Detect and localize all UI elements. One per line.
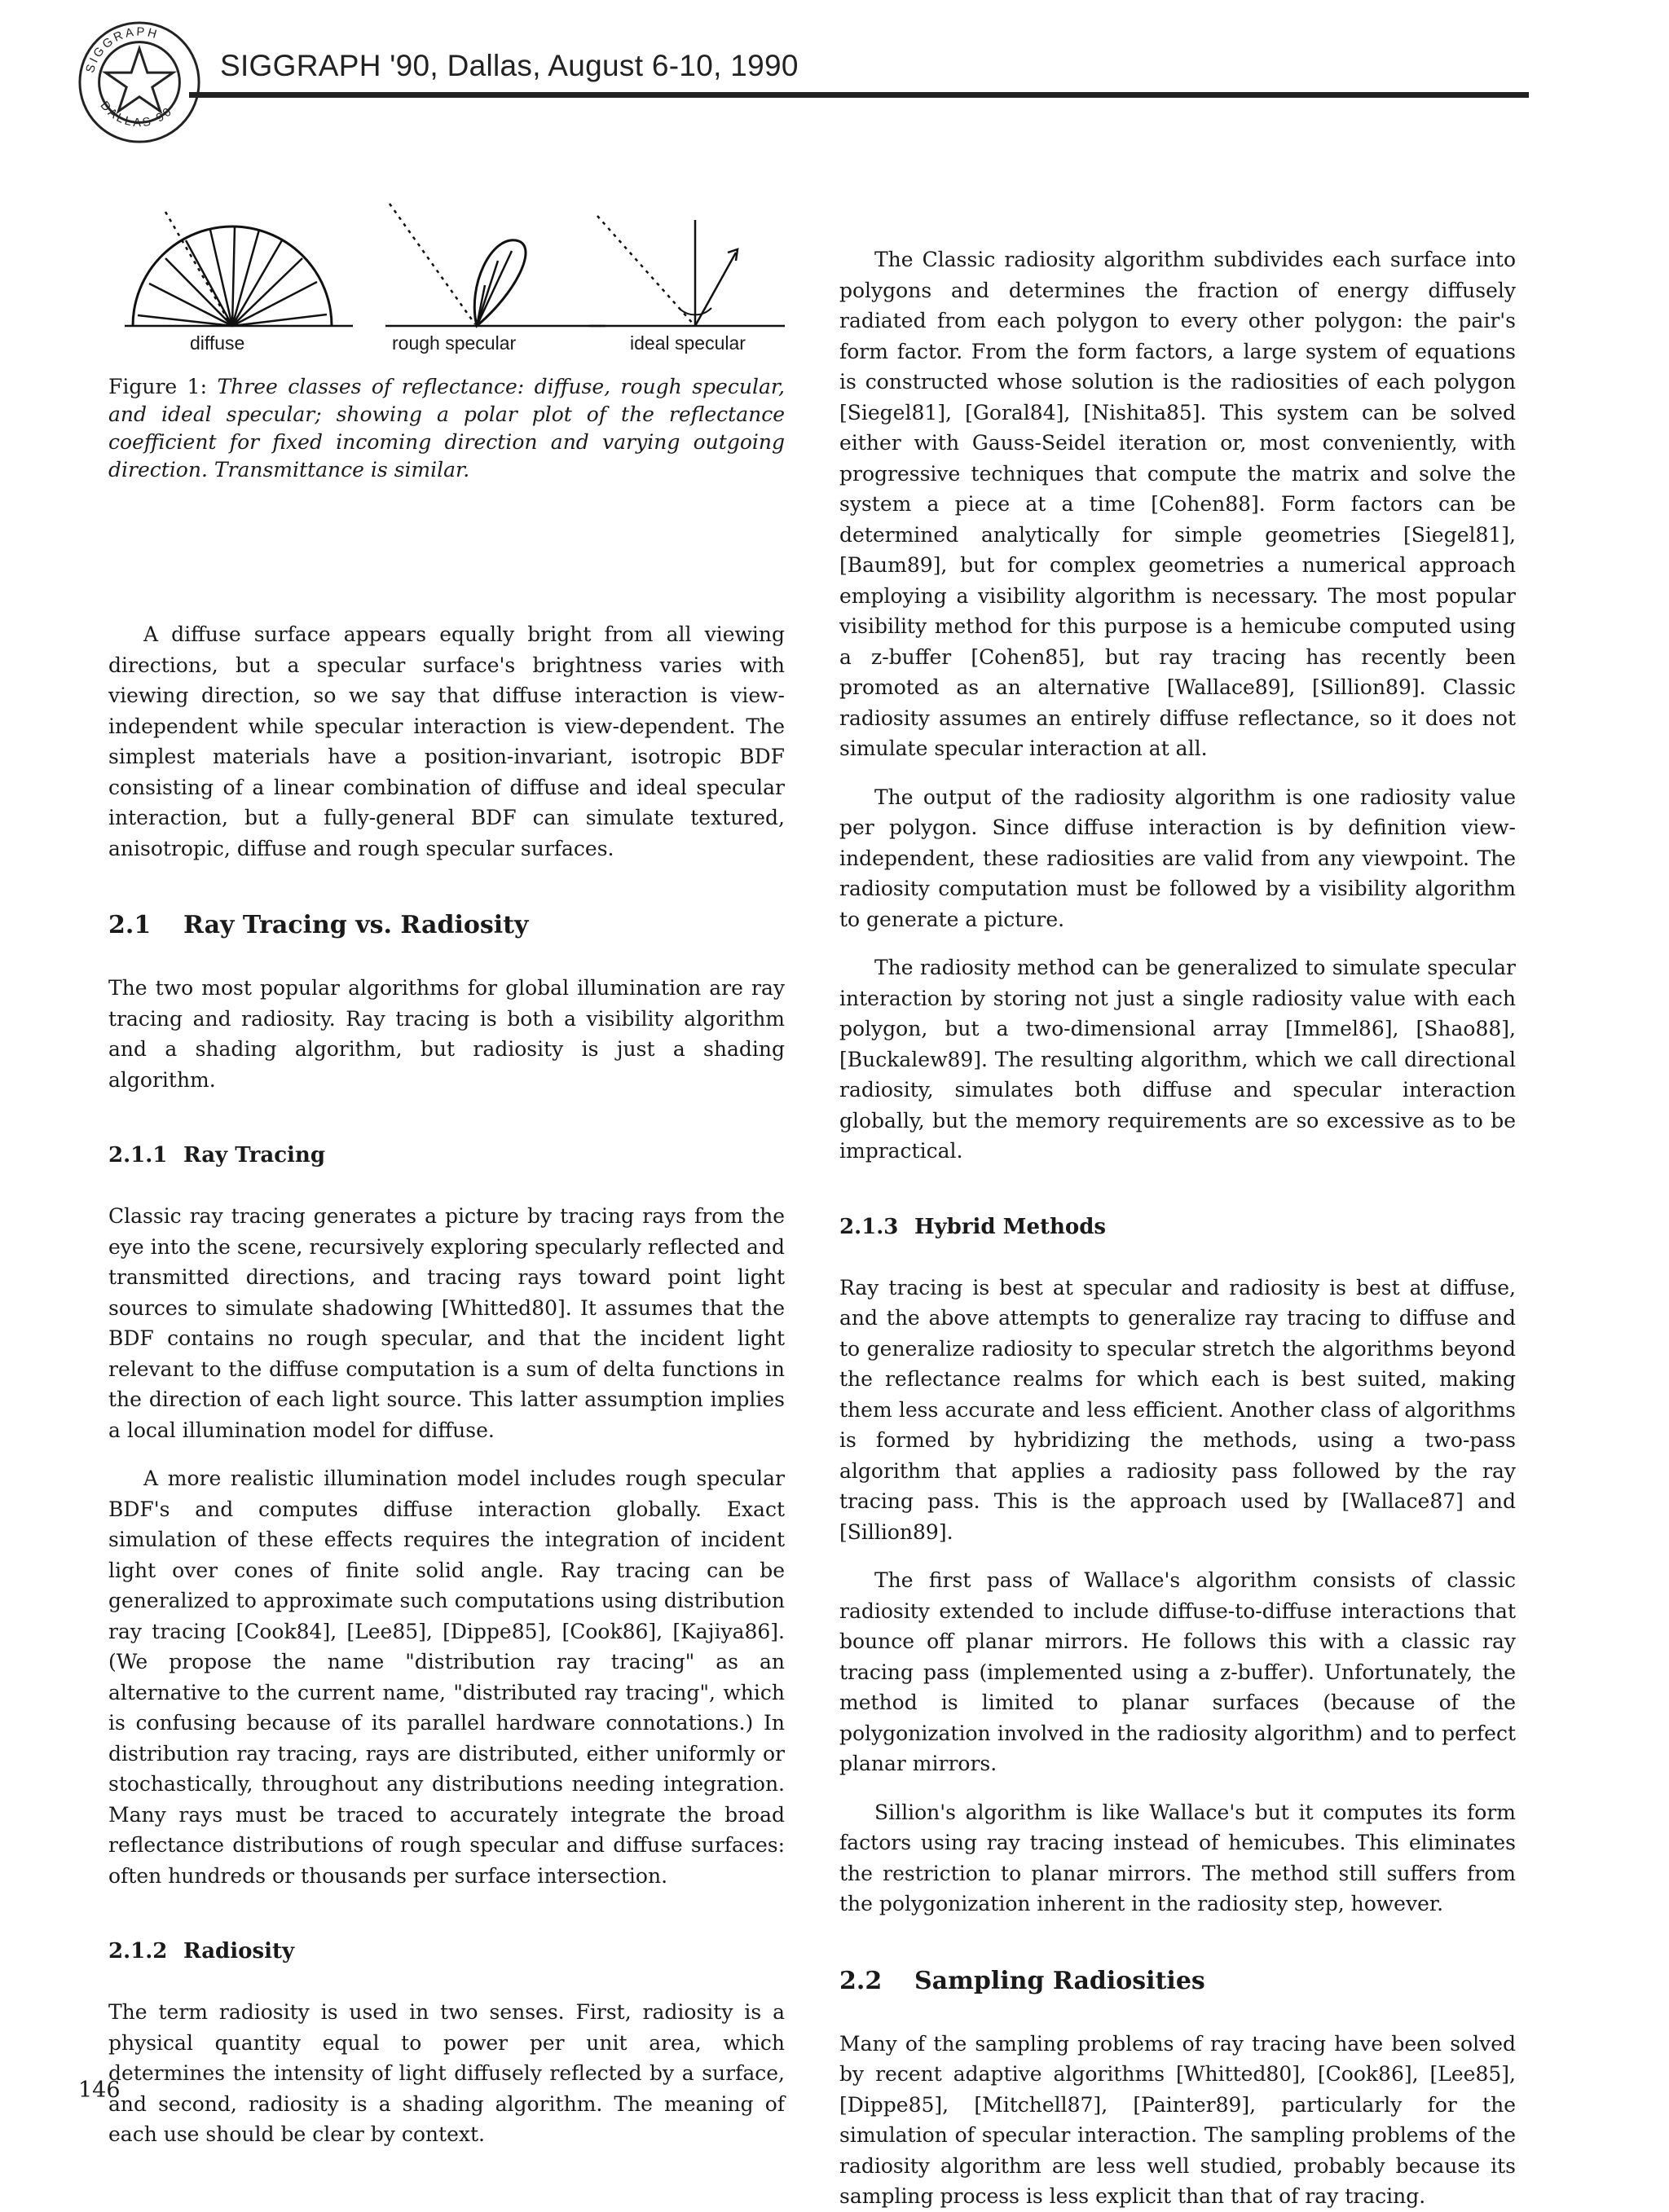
- section-heading-2-1-1: [108, 1141, 785, 1170]
- section-number: 2.1: [108, 911, 152, 939]
- left-column: [108, 619, 785, 2150]
- header-rule: [189, 92, 1529, 98]
- diffuse-diagram: [125, 212, 353, 326]
- figure-label-ideal-specular: ideal specular: [630, 332, 746, 354]
- section-number: 2.1.3: [839, 1214, 899, 1239]
- caption-text: Three classes of reflectance: diffuse, rough specular, and ideal specular; showing a polar plot of the reflectance coefficient for fixed incoming direction and varying outgoing direction. Transmittance is similar.: [108, 375, 785, 482]
- left-paragraph-5: The term radiosity is used in two senses. First, radiosity is a physical quantity equal to power per unit area, which determines the intensity of light diffusely reflected by a surface, and second, radiosity is a shading algorithm. The meaning of each use should be clear by context.: [108, 2000, 785, 2146]
- section-title: Sampling Radiosities: [914, 1966, 1205, 1995]
- right-paragraph-1: The Classic radiosity algorithm subdivides each surface into polygons and determines the fraction of energy diffusely radiated from each polygon to every other polygon: the pair's form factor. From the form factors, a large system of equations is constructed whose solution is the radiosities of each polygon [Siegel81], [Goral84], [Nishita85]. This system can be solved either with Gauss-Seidel iteration or, most conveniently, with progressive techniques that compute the matrix and solve the system a piece at a time [Cohen88]. Form factors can be determined analytically for simple geometries [Siegel81], [Baum89], but for complex geometries a numerical approach employing a visibility algorithm is necessary. The most popular visibility method for this purpose is a hemicube computed using a z-buffer [Cohen85], but ray tracing has recently been promoted as an alternative [Wallace89], [Sillion89]. Classic radiosity assumes an entirely diffuse reflectance, so it does not simulate specular interaction at all.: [839, 248, 1516, 760]
- siggraph-logo: [75, 18, 204, 147]
- section-title: Hybrid Methods: [914, 1214, 1107, 1239]
- figure-label-rough-specular: rough specular: [392, 332, 517, 354]
- section-title: Radiosity: [183, 1939, 295, 1964]
- svg-text:SIGGRAPH: [84, 25, 161, 74]
- svg-text:DALLAS 90: [98, 99, 176, 130]
- header-title: SIGGRAPH '90, Dallas, August 6-10, 1990: [220, 49, 799, 82]
- section-title: Ray Tracing vs. Radiosity: [183, 911, 529, 939]
- caption-label: Figure 1:: [108, 375, 207, 398]
- page-number: 146: [78, 2078, 121, 2103]
- right-paragraph-4: Ray tracing is best at specular and radiosity is best at diffuse, and the above attempts to generalize ray tracing to diffuse and to generalize radiosity to specular stretch the algorithms beyond the reflectance realms for which each is best suited, making them less accurate and less efficient. Another class of algorithms is formed by hybridizing the methods, using a two-pass algorithm that applies a radiosity pass followed by the ray tracing pass. This is the approach used by [Wallace87] and [Sillion89].: [839, 1275, 1516, 1544]
- section-number: 2.1.2: [108, 1939, 168, 1964]
- section-heading-2-1: [108, 909, 785, 942]
- right-paragraph-2: The output of the radiosity algorithm is one radiosity value per polygon. Since diffuse interaction is by definition view-independent, these radiosities are valid from any viewpoint. The radiosity computation must be followed by a visibility algorithm to generate a picture.: [839, 785, 1516, 931]
- right-paragraph-3: The radiosity method can be generalized to simulate specular interaction by storing not just a single radiosity value with each polygon, but a two-dimensional array [Immel86], [Shao88], [Buckalew89]. The resulting algorithm, which we call directional radiosity, simulates both diffuse and specular interaction globally, but the memory requirements are so excessive as to be impractical.: [839, 956, 1516, 1163]
- section-number: 2.2: [839, 1966, 883, 1995]
- section-heading-2-2: [839, 1965, 1516, 1998]
- right-column: [839, 244, 1516, 2212]
- ideal-specular-diagram: [589, 216, 785, 326]
- rough-specular-diagram: [385, 204, 606, 326]
- section-heading-2-1-3: [839, 1212, 1516, 1242]
- logo-bottom-text: DALLAS 90: [97, 99, 176, 130]
- logo-top-text: SIGGRAPH: [83, 25, 161, 75]
- section-heading-2-1-2: [108, 1937, 785, 1966]
- section-number: 2.1.1: [108, 1143, 168, 1168]
- figure-1: [108, 196, 785, 505]
- left-paragraph-4: A more realistic illumination model includes rough specular BDF's and computes diffuse interaction globally. Exact simulation of these effects requires the integration of incident light over cones of finite solid angle. Ray tracing can be generalized to approximate such computations using distribution ray tracing [Cook84], [Lee85], [Dippe85], [Cook86], [Kajiya86]. (We propose the name "distribution ray tracing" as an alternative to the current name, "distributed ray tracing", which is confusing because of its parallel hardware connotations.) In distribution ray tracing, rays are distributed, either uniformly or stochastically, throughout any distributions needing integration. Many rays must be traced to accurately integrate the broad reflectance distributions of rough specular and diffuse surfaces: often hundreds or thousands per surface intersection.: [108, 1467, 785, 1888]
- left-paragraph-2: The two most popular algorithms for global illumination are ray tracing and radiosity. Ray tracing is both a visibility algorithm and a shading algorithm, but radiosity is just a shading algorithm.: [108, 976, 785, 1092]
- figure-label-diffuse: diffuse: [190, 332, 245, 354]
- section-title: Ray Tracing: [183, 1143, 326, 1168]
- right-paragraph-7: Many of the sampling problems of ray tracing have been solved by recent adaptive algorithms [Whitted80], [Cook86], [Lee85], [Dippe85], [Mitchell87], [Painter89], particularly for the simulation of specular interaction. The sampling problems of the radiosity algorithm are less well studied, probably because its sampling process is less explicit than that of ray tracing.: [839, 2031, 1516, 2208]
- left-paragraph-3: Classic ray tracing generates a picture by tracing rays from the eye into the scene, recursively exploring specularly reflected and transmitted directions, and tracing rays toward point light sources to simulate shadowing [Whitted80]. It assumes that the BDF contains no rough specular, and that the incident light relevant to the diffuse computation is a sum of delta functions in the direction of each light source. This latter assumption implies a local illumination model for diffuse.: [108, 1204, 785, 1442]
- right-paragraph-6: Sillion's algorithm is like Wallace's but it computes its form factors using ray tracing instead of hemicubes. This eliminates the restriction to planar mirrors. The method still suffers from the polygonization inherent in the radiosity step, however.: [839, 1800, 1516, 1915]
- left-paragraph-1: A diffuse surface appears equally bright from all viewing directions, but a specular surface's brightness varies with viewing direction, so we say that diffuse interaction is view-independent while specular interaction is view-dependent. The simplest materials have a position-invariant, isotropic BDF consisting of a linear combination of diffuse and ideal specular interaction, but a fully-general BDF can simulate textured, anisotropic, diffuse and rough specular surfaces.: [108, 622, 785, 860]
- right-paragraph-5: The first pass of Wallace's algorithm consists of classic radiosity extended to include diffuse-to-diffuse interactions that bounce off planar mirrors. He follows this with a classic ray tracing pass (implemented using a z-buffer). Unfortunately, the method is limited to planar surfaces (because of the polygonization involved in the radiosity algorithm) and to perfect planar mirrors.: [839, 1568, 1516, 1775]
- figure-caption: [108, 373, 785, 484]
